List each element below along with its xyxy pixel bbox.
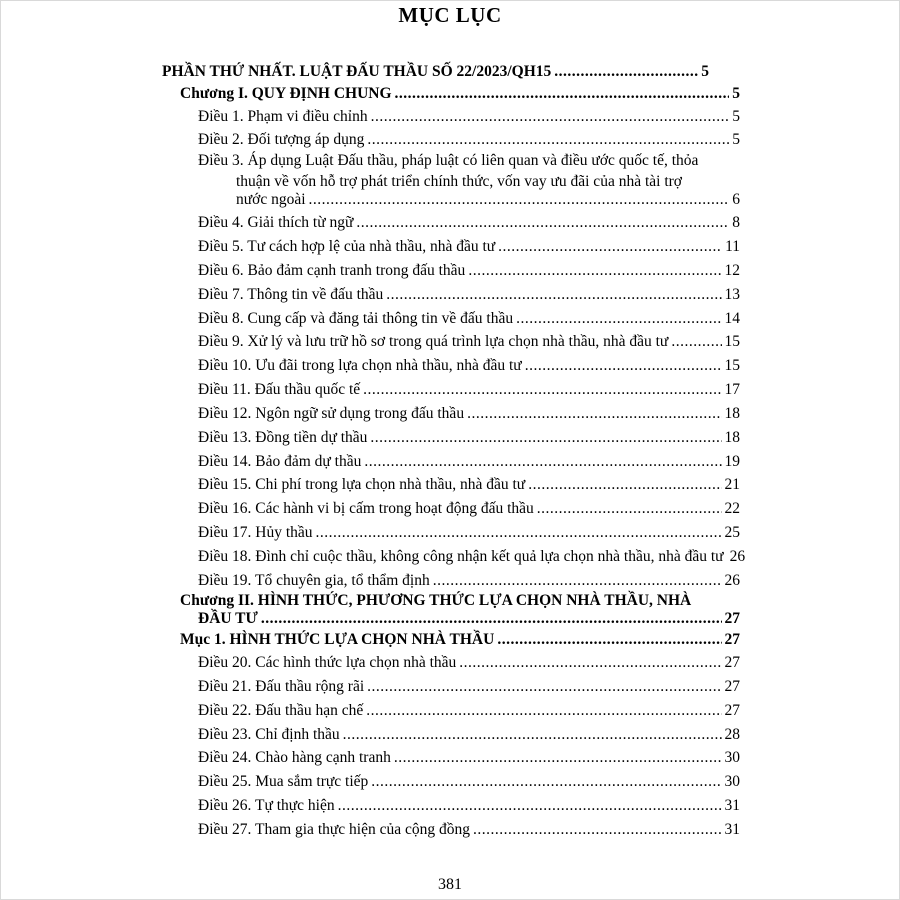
leader-dots (370, 429, 721, 447)
toc-page: 28 (724, 726, 740, 743)
toc-page: 26 (724, 572, 740, 589)
toc-article-10[interactable] (198, 357, 740, 375)
toc-article-18[interactable] (198, 548, 746, 566)
toc-page: 21 (724, 476, 740, 493)
toc-page: 8 (732, 214, 740, 231)
toc-page: 31 (724, 821, 740, 838)
leader-dots (371, 108, 730, 126)
toc-label: Điều 6. Bảo đảm cạnh tranh trong đấu thầu (198, 262, 466, 279)
toc-article-17[interactable] (198, 524, 740, 542)
leader-dots (316, 524, 722, 542)
toc-page: 5 (732, 108, 740, 125)
toc-label: Điều 24. Chào hàng cạnh tranh (198, 749, 391, 766)
toc-article-20[interactable] (198, 654, 740, 672)
toc-article-7[interactable] (198, 286, 740, 304)
toc-page: 17 (724, 381, 740, 398)
leader-dots (261, 610, 722, 628)
page-title: MỤC LỤC (398, 3, 502, 27)
toc-page: 30 (724, 773, 740, 790)
toc-label: Điều 19. Tổ chuyên gia, tổ thẩm định (198, 572, 430, 589)
leader-dots (528, 476, 721, 494)
toc-page: 5 (732, 131, 740, 148)
toc-label: Điều 7. Thông tin về đấu thầu (198, 286, 384, 303)
toc-label: Điều 21. Đấu thầu rộng rãi (198, 678, 365, 695)
toc-label: Điều 15. Chi phí trong lựa chọn nhà thầu, nhà đầu tư (198, 476, 526, 493)
toc-page: 27 (724, 631, 740, 648)
toc-label: Điều 13. Đồng tiền dự thầu (198, 429, 368, 446)
toc-article-23[interactable] (198, 726, 740, 744)
toc-label: Điều 18. Đình chỉ cuộc thầu, không công nhận kết quả lựa chọn nhà thầu, nhà đầu tư (198, 548, 724, 565)
toc-label: Chương I. QUY ĐỊNH CHUNG (180, 85, 392, 102)
toc-article-21[interactable] (198, 678, 740, 696)
toc-label: Điều 5. Tư cách hợp lệ của nhà thầu, nhà đầu tư (198, 238, 496, 255)
toc-article-4[interactable] (198, 214, 740, 232)
toc-page: 5 (732, 85, 740, 102)
leader-dots (366, 702, 721, 720)
leader-dots (309, 191, 730, 209)
toc-article-2[interactable] (198, 131, 740, 149)
leader-dots (367, 131, 729, 149)
toc-label: Điều 1. Phạm vi điều chỉnh (198, 108, 368, 125)
leader-dots (525, 357, 722, 375)
toc-label: Điều 27. Tham gia thực hiện của cộng đồng (198, 821, 470, 838)
toc-article-9[interactable] (198, 333, 740, 351)
toc-page: 14 (724, 310, 740, 327)
toc-page: 13 (724, 286, 740, 303)
toc-label: Điều 4. Giải thích từ ngữ (198, 214, 354, 231)
toc-label: Điều 25. Mua sắm trực tiếp (198, 773, 369, 790)
toc-label: Điều 2. Đối tượng áp dụng (198, 131, 365, 148)
toc-page: 27 (724, 654, 740, 671)
toc-label: Mục 1. HÌNH THỨC LỰA CHỌN NHÀ THẦU (180, 631, 495, 648)
leader-dots (516, 310, 721, 328)
toc-article-3-line-1[interactable]: Điều 3. Áp dụng Luật Đấu thầu, pháp luật có liên quan và điều ước quốc tế, thỏa (198, 152, 699, 169)
toc-label: Điều 12. Ngôn ngữ sử dụng trong đấu thầu (198, 405, 465, 422)
toc-page: 27 (724, 702, 740, 719)
toc-label: Điều 14. Bảo đảm dự thầu (198, 453, 362, 470)
toc-section-1[interactable] (180, 631, 740, 649)
toc-article-19[interactable] (198, 572, 740, 590)
leader-dots (537, 500, 722, 518)
toc-article-27[interactable] (198, 821, 740, 839)
toc-page: 11 (725, 238, 740, 255)
leader-dots (367, 678, 721, 696)
toc-label: PHẦN THỨ NHẤT. LUẬT ĐẤU THẦU SỐ 22/2023/QH15 (162, 63, 552, 80)
toc-label: Điều 8. Cung cấp và đăng tải thông tin về đấu thầu (198, 310, 514, 327)
toc-page: 30 (724, 749, 740, 766)
leader-dots (356, 214, 729, 232)
toc-page: 12 (724, 262, 740, 279)
toc-part-1[interactable] (162, 63, 709, 81)
leader-dots (459, 654, 721, 672)
toc-article-5[interactable] (198, 238, 740, 256)
toc-article-22[interactable] (198, 702, 740, 720)
toc-label: Điều 23. Chỉ định thầu (198, 726, 340, 743)
toc-article-15[interactable] (198, 476, 740, 494)
toc-article-3-line-2[interactable]: thuận về vốn hỗ trợ phát triển chính thức, vốn vay ưu đãi của nhà tài trợ (236, 173, 682, 190)
leader-dots (497, 631, 721, 649)
leader-dots (433, 572, 722, 590)
page-number: 381 (438, 876, 462, 893)
leader-dots (363, 381, 721, 399)
leader-dots (473, 821, 722, 839)
leader-dots (364, 453, 721, 471)
toc-chapter-2[interactable] (198, 610, 740, 628)
toc-chapter-2-line-1[interactable]: Chương II. HÌNH THỨC, PHƯƠNG THỨC LỰA CHỌN NHÀ THẦU, NHÀ (180, 592, 692, 609)
toc-page: 6 (732, 191, 740, 208)
leader-dots (467, 405, 721, 423)
toc-article-6[interactable] (198, 262, 740, 280)
toc-page: 31 (724, 797, 740, 814)
leader-dots (338, 797, 722, 815)
toc-label: Điều 26. Tự thực hiện (198, 797, 335, 814)
toc-article-13[interactable] (198, 429, 740, 447)
leader-dots (498, 238, 722, 256)
leader-dots (468, 262, 721, 280)
toc-label: Điều 9. Xử lý và lưu trữ hồ sơ trong quá trình lựa chọn nhà thầu, nhà đầu tư (198, 333, 669, 350)
toc-article-8[interactable] (198, 310, 740, 328)
toc-page: 25 (724, 524, 740, 541)
toc-page: 5 (701, 63, 709, 80)
toc-article-16[interactable] (198, 500, 740, 518)
toc-label: Điều 16. Các hành vi bị cấm trong hoạt động đấu thầu (198, 500, 534, 517)
toc-article-11[interactable] (198, 381, 740, 399)
toc-page: 15 (724, 333, 740, 350)
toc-chapter-1[interactable] (180, 85, 740, 103)
toc-article-26[interactable] (198, 797, 740, 815)
toc-label: ĐẦU TƯ (198, 610, 258, 627)
toc-page: 19 (724, 453, 740, 470)
leader-dots (554, 63, 698, 81)
toc-article-14[interactable] (198, 453, 740, 471)
leader-dots (394, 749, 722, 767)
toc-article-25[interactable] (198, 773, 740, 791)
toc-label: Điều 20. Các hình thức lựa chọn nhà thầu (198, 654, 457, 671)
toc-label: nước ngoài (236, 191, 306, 208)
leader-dots (395, 85, 730, 103)
toc-page: 18 (724, 405, 740, 422)
toc-page: 26 (729, 548, 746, 565)
toc-page: 18 (724, 429, 740, 446)
toc-label: Điều 22. Đấu thầu hạn chế (198, 702, 364, 719)
toc-article-12[interactable] (198, 405, 740, 423)
toc-article-24[interactable] (198, 749, 740, 767)
toc-page: 22 (724, 500, 740, 517)
toc-page: 27 (724, 610, 740, 627)
leader-dots (386, 286, 721, 304)
toc-article-3[interactable] (236, 191, 740, 209)
toc-label: Điều 10. Ưu đãi trong lựa chọn nhà thầu, nhà đầu tư (198, 357, 522, 374)
toc-article-1[interactable] (198, 108, 740, 126)
toc-label: Điều 17. Hủy thầu (198, 524, 313, 541)
leader-dots (671, 333, 721, 351)
leader-dots (371, 773, 721, 791)
toc-page: 15 (724, 357, 740, 374)
toc-label: Điều 11. Đấu thầu quốc tế (198, 381, 361, 398)
toc-page: 27 (724, 678, 740, 695)
leader-dots (343, 726, 722, 744)
